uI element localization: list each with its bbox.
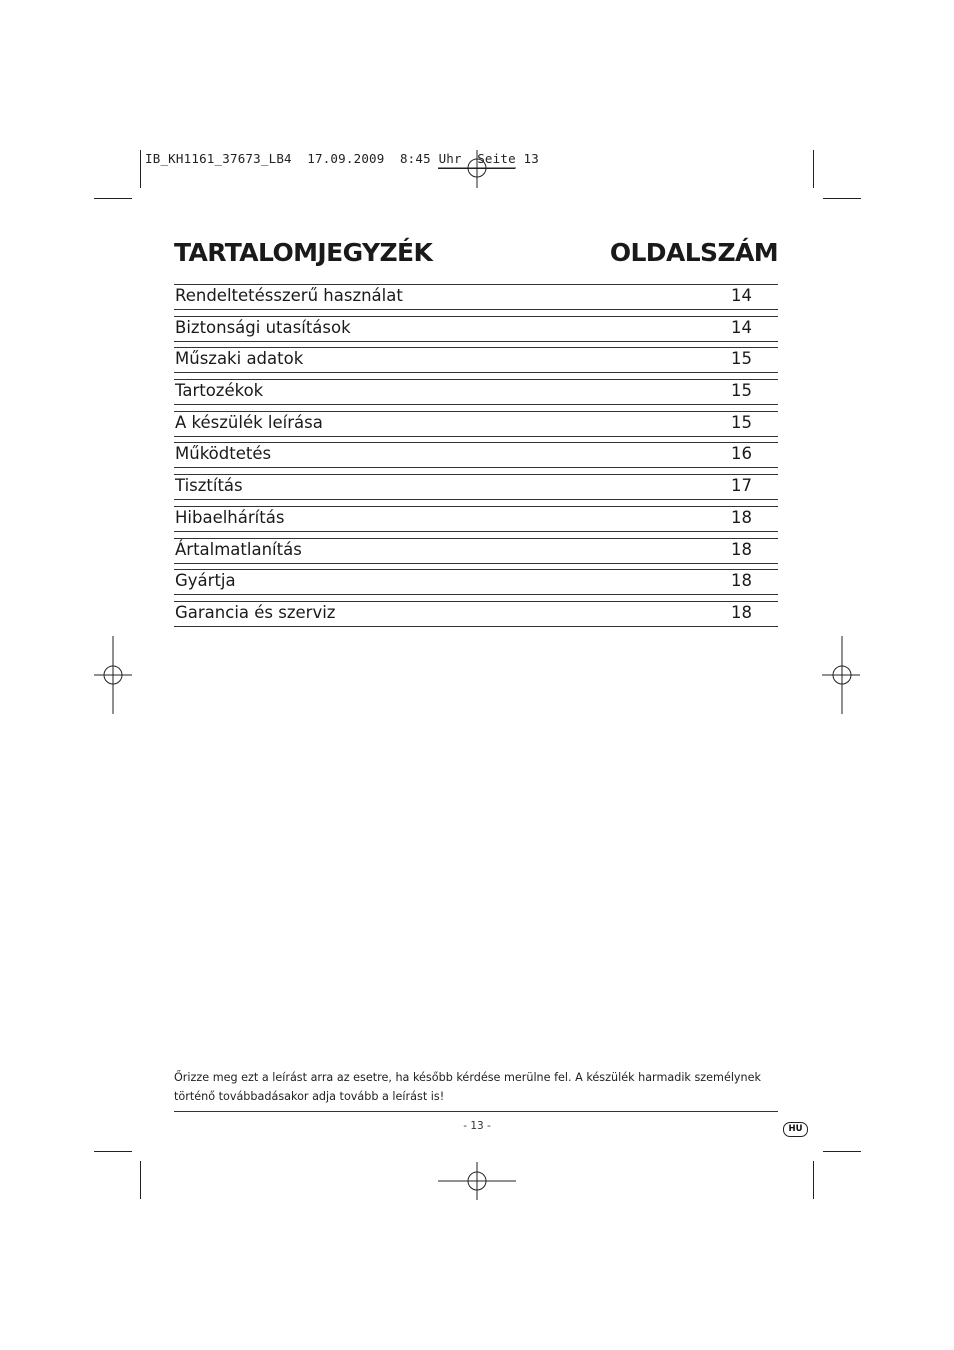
- toc-row: [174, 506, 778, 532]
- toc-entry-label: Ártalmatlanítás: [175, 539, 302, 559]
- toc-entry-page: 16: [731, 444, 752, 464]
- footer-note: Őrizze meg ezt a leírást arra az esetre, ha később kérdése merülne fel. A készülék harmadik személynek történő továbbadásakor adja tovább a leírást is!: [174, 1071, 762, 1103]
- toc-row: [174, 538, 778, 564]
- toc-entry-page: 18: [731, 507, 752, 527]
- crop-mark-bottom-right-v: [813, 1161, 814, 1199]
- toc-entry-page: 18: [731, 602, 752, 622]
- toc-entry-label: A készülék leírása: [175, 412, 323, 432]
- toc-entry-page: 18: [731, 539, 752, 559]
- crop-mark-top-right-v: [813, 150, 814, 188]
- language-badge: HU: [783, 1122, 808, 1137]
- crop-mark-top-right-h: [823, 198, 861, 199]
- page-number: - 13 -: [463, 1120, 491, 1132]
- toc-row: [174, 474, 778, 500]
- toc-entry-page: 15: [731, 349, 752, 369]
- toc-entry-label: Rendeltetésszerű használat: [175, 286, 403, 305]
- page-column-title: OLDALSZÁM: [609, 238, 778, 267]
- toc-entry-label: Garancia és szerviz: [175, 602, 336, 622]
- crop-mark-top-left-h: [94, 198, 132, 199]
- crop-mark-bottom-right-h: [823, 1151, 861, 1152]
- toc-entry-page: 18: [731, 571, 752, 591]
- toc-entry-page: 14: [731, 286, 752, 305]
- printer-slug: IB_KH1161_37673_LB4 17.09.2009 8:45 Uhr Seite 13: [145, 151, 540, 166]
- toc-entry-page: 17: [731, 476, 752, 496]
- toc-row: [174, 569, 778, 595]
- toc-entry-page: 15: [731, 381, 752, 401]
- table-of-contents: [174, 284, 778, 633]
- toc-row: [174, 442, 778, 468]
- registration-mark-right: [822, 636, 900, 714]
- crop-mark-top-left-v: [140, 150, 141, 188]
- registration-mark-bottom: [438, 1162, 516, 1200]
- toc-entry-page: 14: [731, 317, 752, 337]
- toc-entry-label: Tisztítás: [175, 476, 243, 496]
- toc-row: [174, 284, 778, 310]
- toc-row: [174, 601, 778, 627]
- registration-mark-left: [94, 636, 172, 714]
- toc-entry-label: Biztonsági utasítások: [175, 317, 351, 337]
- toc-row: [174, 379, 778, 405]
- toc-entry-label: Működtetés: [175, 444, 272, 464]
- toc-entry-page: 15: [731, 412, 752, 432]
- toc-entry-label: Hibaelhárítás: [175, 507, 285, 527]
- registration-mark-top: [438, 130, 516, 188]
- footer-rule: [174, 1111, 778, 1112]
- page-title: TARTALOMJEGYZÉK: [174, 238, 433, 267]
- toc-entry-label: Műszaki adatok: [175, 349, 304, 369]
- crop-mark-bottom-left-v: [140, 1161, 141, 1199]
- crop-mark-bottom-left-h: [94, 1151, 132, 1152]
- toc-row: [174, 316, 778, 342]
- toc-row: [174, 411, 778, 437]
- toc-entry-label: Tartozékok: [175, 381, 264, 401]
- toc-row: [174, 347, 778, 373]
- toc-entry-label: Gyártja: [175, 571, 236, 591]
